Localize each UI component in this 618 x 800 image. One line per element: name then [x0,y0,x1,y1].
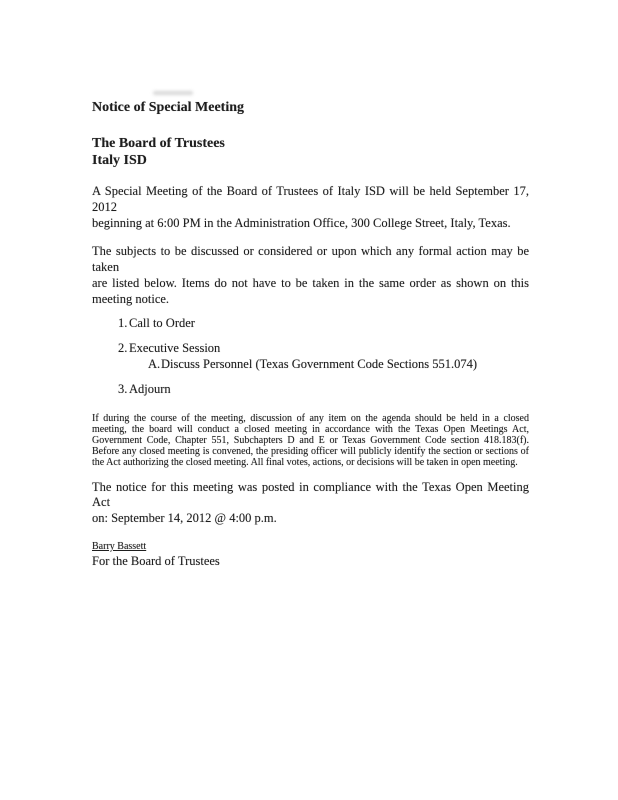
agenda-item-label: Executive Session [129,341,221,356]
paragraph-line: The notice for this meeting was posted in compliance with the Texas Open Meeting Act [92,479,529,510]
agenda-subitem-discuss-personnel [92,357,529,372]
paragraph-line: beginning at 6:00 PM in the Administration Office, 300 College Street, Italy, Texas. [92,215,511,230]
paragraph-line: The subjects to be discussed or considered or upon which any formal action may be taken [92,244,529,275]
signature-name: Barry Bassett [92,541,147,552]
paragraph-line: are listed below. Items do not have to be taken in the same order as shown on this [92,275,529,290]
subjects-paragraph [92,244,529,307]
org-heading-line: Italy ISD [92,152,147,168]
signature-block [92,541,529,569]
signature-title: For the Board of Trustees [92,554,220,568]
paragraph-line: on: September 14, 2012 @ 4:00 p.m. [92,511,277,526]
intro-paragraph [92,184,529,231]
posting-paragraph [92,480,529,527]
document-title: Notice of Special Meeting [92,100,245,115]
agenda-item-executive-session [92,341,529,357]
paragraph-line: A Special Meeting of the Board of Trustees of Italy ISD will be held September 17, 2012 [92,184,529,214]
agenda-item-number: 3. [118,381,128,396]
agenda-subitem-label: Discuss Personnel (Texas Government Code Sections 551.074) [161,356,478,371]
paragraph-line: meeting notice. [92,291,170,306]
agenda-item-label: Adjourn [129,381,171,396]
fineprint-line: meeting, the board will conduct a closed meeting in accordance with the Texas Open Meetings Act, [92,423,529,435]
fineprint-line: Government Code, Chapter 551, Subchapters D and E or Texas Government Code section 418.183(f). [92,434,529,446]
agenda-list [92,316,529,398]
document-content [92,0,529,569]
agenda-subitem-letter: A. [148,356,161,371]
agenda-item-number: 1. [118,315,128,330]
fineprint-line: Before any closed meeting is convened, the presiding officer will publicly identify the section or sections of [92,445,529,457]
org-heading [92,136,529,169]
closed-meeting-notice [92,414,529,469]
org-heading-line: The Board of Trustees [92,136,225,151]
fineprint-line: the Act authorizing the closed meeting. All final votes, actions, or decisions will be taken in open meeting. [92,456,518,468]
fineprint-line: If during the course of the meeting, discussion of any item on the agenda should be held in a closed [92,413,529,425]
agenda-item-call-to-order [92,316,529,332]
agenda-item-label: Call to Order [129,315,195,330]
agenda-item-number: 2. [118,341,128,356]
agenda-item-adjourn [92,382,529,398]
